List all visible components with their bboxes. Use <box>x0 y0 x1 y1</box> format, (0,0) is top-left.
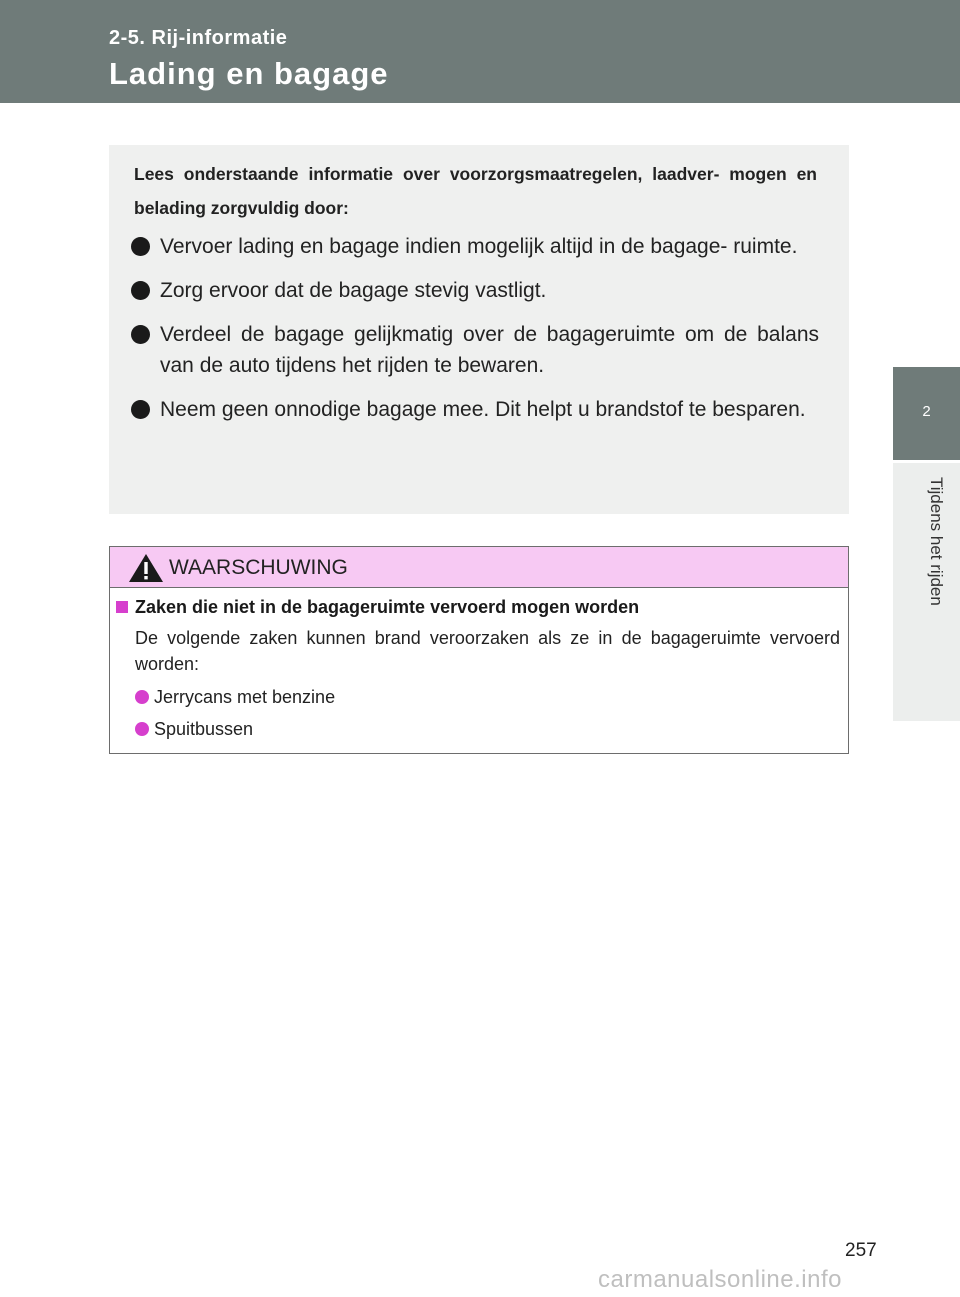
chapter-tab-label-area <box>893 463 960 721</box>
bullet-icon <box>135 690 149 704</box>
warning-title: WAARSCHUWING <box>169 556 348 579</box>
page-header <box>0 0 960 103</box>
list-item <box>135 685 840 709</box>
chapter-tab[interactable] <box>893 367 960 460</box>
list-item <box>131 319 819 381</box>
warning-text: De volgende zaken kunnen brand veroorzaken als ze in de bagageruimte vervoerd worden: <box>135 628 840 674</box>
list-item <box>131 231 819 262</box>
chapter-number: 2 <box>922 403 931 420</box>
intro-box <box>109 145 849 514</box>
warning-heading-text: Zaken die niet in de bagageruimte vervoerd mogen worden <box>135 597 640 617</box>
warning-triangle-icon <box>128 553 164 583</box>
chapter-label: Tijdens het rijden <box>927 477 946 606</box>
bullet-icon <box>135 722 149 736</box>
bullet-icon <box>131 237 150 256</box>
list-item-text: Zorg ervoor dat de bagage stevig vastligt. <box>160 279 547 302</box>
warning-box <box>109 546 849 754</box>
list-item-text: Verdeel de bagage gelijkmatig over de bagageruimte om de balans van de auto tijdens het rijden te bewaren. <box>160 323 819 377</box>
square-bullet-icon <box>116 601 128 613</box>
list-item-text: Vervoer lading en bagage indien mogelijk altijd in de bagage- ruimte. <box>160 235 798 258</box>
list-item-text: Spuitbussen <box>154 719 254 739</box>
intro-list <box>131 231 819 438</box>
page-title: Lading en bagage <box>109 56 389 91</box>
bullet-icon <box>131 325 150 344</box>
watermark: carmanualsonline.info <box>598 1266 842 1293</box>
warning-body <box>116 595 840 741</box>
intro-text: Lees onderstaande informatie over voorzorgsmaatregelen, laadver- mogen en belading zorgvuldig door: <box>134 164 817 218</box>
list-item-text: Neem geen onnodige bagage mee. Dit helpt u brandstof te besparen. <box>160 398 806 421</box>
list-item <box>135 717 840 741</box>
list-item <box>131 394 819 425</box>
bullet-icon <box>131 281 150 300</box>
page-number: 257 <box>845 1240 877 1261</box>
bullet-icon <box>131 400 150 419</box>
list-item-text: Jerrycans met benzine <box>154 687 336 707</box>
list-item <box>131 275 819 306</box>
section-label: 2-5. Rij-informatie <box>109 27 288 49</box>
warning-header <box>110 547 848 588</box>
warning-heading <box>116 595 840 619</box>
